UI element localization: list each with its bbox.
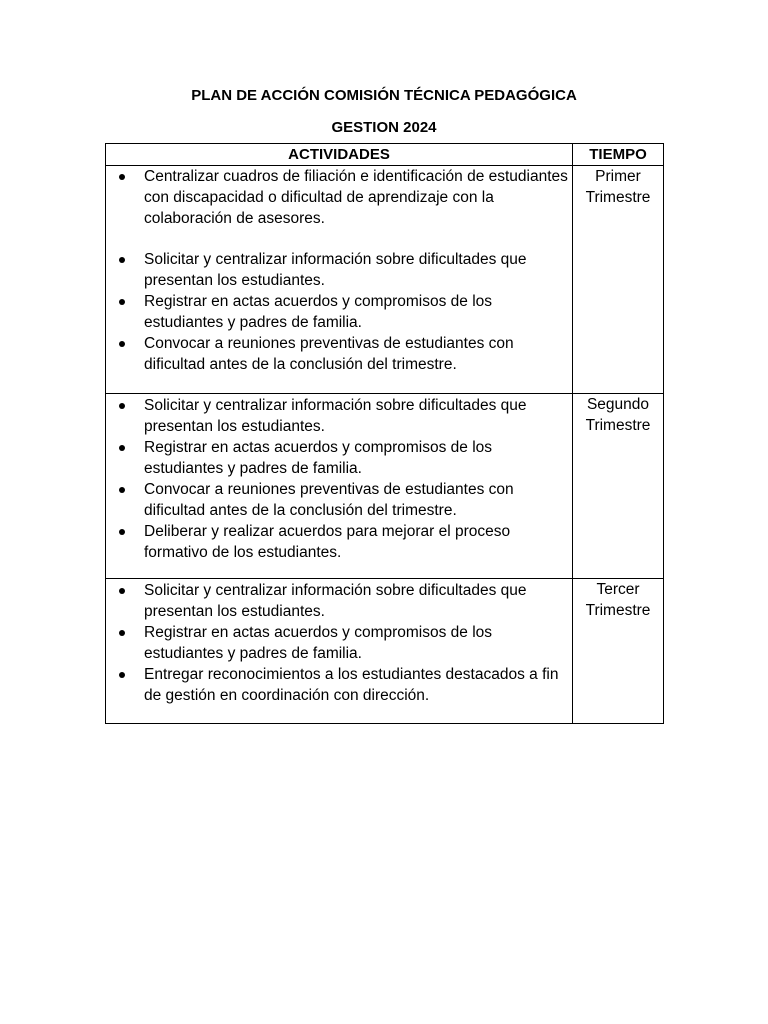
- activities-cell: [106, 394, 573, 579]
- bullet-icon: [119, 630, 125, 636]
- bullet-icon: [119, 529, 125, 535]
- list-item: Deliberar y realizar acuerdos para mejorar el proceso formativo de los estudiantes.: [106, 521, 568, 563]
- time-label-line2: Trimestre: [585, 189, 651, 206]
- time-label-line1: Segundo: [586, 396, 650, 413]
- bullet-icon: [119, 341, 125, 347]
- time-cell: [573, 394, 664, 579]
- page-subtitle: GESTION 2024: [331, 119, 437, 136]
- list-item: Entregar reconocimientos a los estudiantes destacados a fin de gestión en coordinación con dirección.: [106, 664, 568, 706]
- activities-cell: [106, 579, 573, 724]
- bullet-icon: [119, 588, 125, 594]
- bullet-icon: [119, 487, 125, 493]
- time-label-line2: Trimestre: [585, 417, 651, 434]
- bullet-icon: [119, 403, 125, 409]
- time-label-line2: Trimestre: [585, 602, 651, 619]
- table-row: [106, 579, 664, 724]
- activities-cell: [106, 166, 573, 394]
- list-item: Convocar a reuniones preventivas de estudiantes con dificultad antes de la conclusión del trimestre.: [106, 333, 568, 375]
- table-row: [106, 166, 664, 394]
- list-item: Solicitar y centralizar información sobre dificultades que presentan los estudiantes.: [106, 580, 568, 622]
- table-header-row: [106, 144, 664, 166]
- table-row: [106, 394, 664, 579]
- time-cell: [573, 579, 664, 724]
- bullet-icon: [119, 299, 125, 305]
- list-item: Registrar en actas acuerdos y compromisos de los estudiantes y padres de familia.: [106, 437, 568, 479]
- page-title: PLAN DE ACCIÓN COMISIÓN TÉCNICA PEDAGÓGICA: [191, 87, 577, 104]
- column-header-activities: ACTIVIDADES: [106, 144, 573, 166]
- list-item: Registrar en actas acuerdos y compromisos de los estudiantes y padres de familia.: [106, 291, 568, 333]
- list-item: Solicitar y centralizar información sobre dificultades que presentan los estudiantes.: [106, 249, 568, 291]
- bullet-icon: [119, 257, 125, 263]
- activity-list: [106, 166, 568, 375]
- bullet-icon: [119, 672, 125, 678]
- activity-list: [106, 394, 568, 563]
- activity-list: [106, 579, 568, 706]
- bullet-icon: [119, 174, 125, 180]
- time-label-line1: Primer: [595, 168, 641, 185]
- list-item: Registrar en actas acuerdos y compromisos de los estudiantes y padres de familia.: [106, 622, 568, 664]
- bullet-icon: [119, 445, 125, 451]
- time-label-line1: Tercer: [596, 581, 640, 598]
- action-plan-table: [105, 143, 664, 724]
- list-spacer: [106, 229, 568, 249]
- column-header-time: TIEMPO: [573, 144, 664, 166]
- list-item: Solicitar y centralizar información sobre dificultades que presentan los estudiantes.: [106, 395, 568, 437]
- list-item: Centralizar cuadros de filiación e identificación de estudiantes con discapacidad o dificultad de aprendizaje con la colaboración de asesores.: [106, 166, 568, 229]
- list-item: Convocar a reuniones preventivas de estudiantes con dificultad antes de la conclusión del trimestre.: [106, 479, 568, 521]
- time-cell: [573, 166, 664, 394]
